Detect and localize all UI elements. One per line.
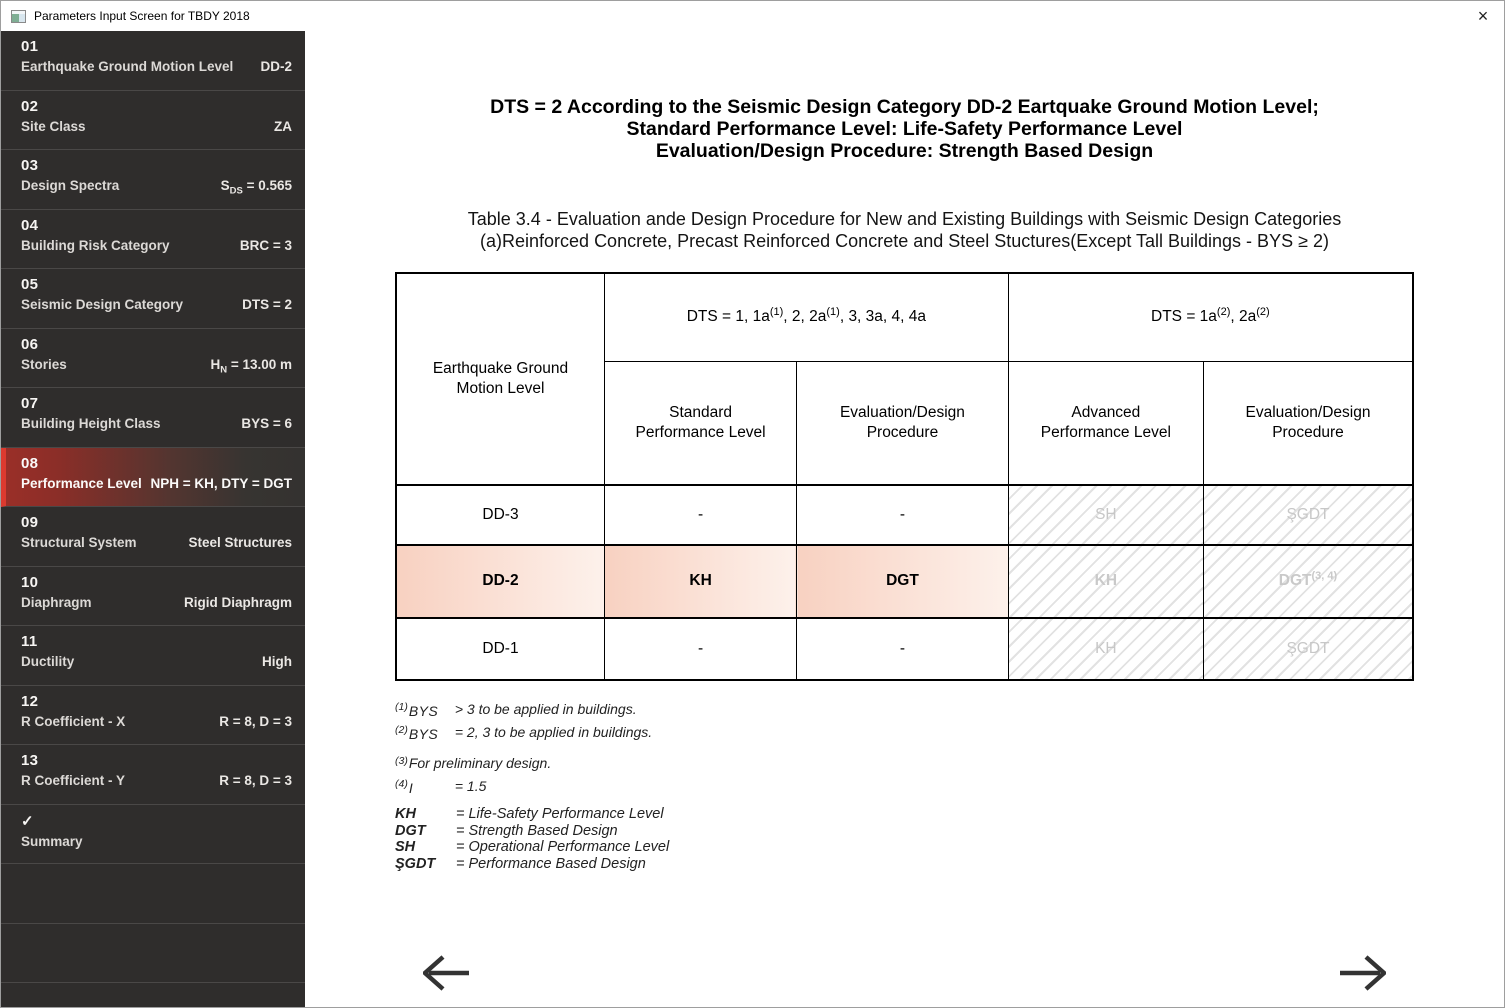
heading-line: Standard Performance Level: Life-Safety Performance Level <box>626 118 1183 140</box>
cell-dd3-label: DD-3 <box>396 485 604 545</box>
sidebar-item-number: 10 <box>21 573 39 591</box>
sidebar-item-value: BRC = 3 <box>239 237 292 253</box>
cell-dd2-standard: KH <box>604 545 796 618</box>
cell-dd2-label: DD-2 <box>396 545 604 618</box>
sidebar-item-value: BYS = 6 <box>241 416 292 431</box>
subheader-standard-performance-level: Standard Performance Level <box>604 361 796 485</box>
sidebar-item[interactable] <box>1 269 305 329</box>
sidebar-item-value: ZA <box>274 118 292 134</box>
footnote-symbol: BYS <box>408 726 439 742</box>
footnote <box>395 776 1504 799</box>
sidebar-item-number: 05 <box>21 276 39 293</box>
cell-dd3-advanced: SH <box>1008 485 1203 545</box>
app-icon <box>11 10 26 23</box>
sidebar-item-label: Seismic Design Category <box>21 297 184 312</box>
design-procedure-table <box>395 272 1414 681</box>
sidebar-item-number: 04 <box>21 216 39 234</box>
sidebar-item-label: Earthquake Ground Motion Level <box>21 59 234 74</box>
cell-dd3-standard: - <box>604 485 796 545</box>
caption-line: Table 3.4 - Evaluation ande Design Procedure for New and Existing Buildings with Seismic Design Categories <box>467 209 1342 229</box>
parameters-sidebar <box>1 31 305 1007</box>
cell-dd1-label: DD-1 <box>396 618 604 680</box>
legend-definition: = Life-Safety Performance Level <box>456 806 664 822</box>
sidebar-item[interactable] <box>1 448 305 508</box>
sidebar-item-number: 01 <box>21 38 39 55</box>
sidebar-item-label: Design Spectra <box>21 178 120 193</box>
footnote-text: > 3 to be applied in buildings. <box>454 701 637 717</box>
sidebar-item-value: High <box>262 654 292 669</box>
sidebar-item-label: Structural System <box>21 535 137 550</box>
sidebar-item[interactable] <box>1 388 305 448</box>
footnote-text: For preliminary design. <box>408 755 552 771</box>
back-button[interactable] <box>423 953 471 993</box>
cell-dd2-procedure2: DGT$^{(3, 4)}$ <box>1203 545 1413 618</box>
sidebar-item-value: NPH = KH, DTY = DGT <box>150 475 292 491</box>
sidebar-item-number: 11 <box>21 633 38 650</box>
sidebar-item-label: Site Class <box>21 118 86 134</box>
forward-arrow-icon <box>1338 953 1386 993</box>
sidebar-item-number: 07 <box>21 395 39 412</box>
sidebar-item[interactable] <box>1 567 305 627</box>
cell-dd1-procedure2: ŞGDT <box>1203 618 1413 680</box>
table-group-header-dts-2: DTS = $1a^{(2)}$, $2a^{(2)}$ <box>1008 273 1413 361</box>
table-corner-header: Earthquake Ground Motion Level <box>396 273 604 485</box>
sidebar-item[interactable] <box>1 745 305 805</box>
subheader-advanced-performance-level: Advanced Performance Level <box>1008 361 1203 485</box>
caption-line: (a)Reinforced Concrete, Precast Reinforced Concrete and Steel Stuctures(Except Tall Buildings - BYS ≥ 2) <box>480 231 1329 251</box>
table-group-header-dts-1: DTS = 1, $1a^{(1)}$, 2, $2a^{(1)}$, 3, 3a, 4, 4a <box>604 273 1008 361</box>
legend-definition: = Performance Based Design <box>456 855 646 872</box>
footnote-superscript: (2) <box>395 724 408 736</box>
subheader-evaluation-design-procedure-2: Evaluation/Design Procedure <box>1203 361 1413 485</box>
sidebar-item-number: 03 <box>21 157 39 174</box>
legend-term: DGT <box>395 822 426 839</box>
footnotes-block <box>395 699 1504 872</box>
sidebar-item-number: ✓ <box>21 812 34 830</box>
sidebar-item-label: Ductility <box>21 654 75 669</box>
sidebar-item-label: Diaphragm <box>21 594 92 610</box>
page-heading <box>305 96 1504 162</box>
cell-dd2-procedure: DGT <box>797 545 1009 618</box>
sidebar-item-value: Rigid Diaphragm <box>183 594 292 610</box>
back-arrow-icon <box>423 953 471 993</box>
legend-term: SH <box>395 839 416 855</box>
sidebar-item-value: DTS = 2 <box>242 297 292 312</box>
legend-list <box>395 806 1504 872</box>
sidebar-item[interactable] <box>1 686 305 746</box>
sidebar-item-value: $H_N = 13.00$ m <box>210 356 292 376</box>
sidebar-item[interactable] <box>1 507 305 567</box>
sidebar-item[interactable] <box>1 91 305 151</box>
heading-line: DTS = 2 According to the Seismic Design Category DD-2 Eartquake Ground Motion Level; <box>490 96 1319 118</box>
sidebar-item[interactable] <box>1 31 305 91</box>
legend-definition: = Operational Performance Level <box>456 839 670 855</box>
sidebar-item-number: 08 <box>21 454 39 472</box>
legend-row <box>395 856 1504 873</box>
legend-row <box>395 806 1504 823</box>
footnote-superscript: (1) <box>395 701 408 713</box>
sidebar-item-value: Steel Structures <box>188 535 292 550</box>
sidebar-item[interactable] <box>1 805 305 865</box>
footnote-text: = 2, 3 to be applied in buildings. <box>454 724 653 740</box>
title-bar <box>1 1 1504 31</box>
sidebar-item[interactable] <box>1 210 305 270</box>
cell-dd1-procedure: - <box>797 618 1009 680</box>
main-content <box>305 31 1504 1007</box>
sidebar-item[interactable] <box>1 626 305 686</box>
footnote-symbol: BYS <box>408 703 439 719</box>
cell-dd2-advanced: KH <box>1008 545 1203 618</box>
forward-button[interactable] <box>1338 953 1386 993</box>
legend-term: KH <box>395 806 416 822</box>
legend-term: ŞGDT <box>395 855 436 872</box>
legend-definition: = Strength Based Design <box>456 822 618 839</box>
footnote <box>395 722 1504 745</box>
sidebar-item-label: Summary <box>21 833 83 849</box>
step-navigation <box>305 953 1504 993</box>
sidebar-item-number: 13 <box>21 752 39 769</box>
footnote-text: = 1.5 <box>454 778 487 794</box>
legend-row <box>395 839 1504 856</box>
sidebar-item-label: Building Height Class <box>21 416 161 431</box>
sidebar-item-value: R = 8, D = 3 <box>219 773 292 788</box>
sidebar-item-value: $S_{DS} = 0.565$ <box>220 178 292 197</box>
sidebar-item[interactable] <box>1 329 305 389</box>
sidebar-item-label: Stories <box>21 356 67 372</box>
sidebar-item-label: R Coefficient - X <box>21 713 126 729</box>
cell-dd1-standard: - <box>604 618 796 680</box>
footnote-superscript: (3) <box>395 755 408 767</box>
footnote <box>395 699 1504 722</box>
sidebar-item-number: 02 <box>21 97 39 115</box>
cell-dd1-advanced: KH <box>1008 618 1203 680</box>
footnotes-list <box>395 699 1504 799</box>
sidebar-item-number: 06 <box>21 335 39 353</box>
legend-row <box>395 823 1504 840</box>
footnote-symbol: I <box>408 780 414 796</box>
sidebar-item-number: 12 <box>21 692 39 710</box>
sidebar-item[interactable] <box>1 150 305 210</box>
sidebar-item-label: Performance Level <box>21 475 142 491</box>
window-title: Parameters Input Screen for TBDY 2018 <box>34 9 250 23</box>
sidebar-item-value: R = 8, D = 3 <box>219 713 292 729</box>
sidebar-item-label: Building Risk Category <box>21 237 170 253</box>
subheader-evaluation-design-procedure-1: Evaluation/Design Procedure <box>797 361 1009 485</box>
sidebar-item-label: R Coefficient - Y <box>21 773 126 788</box>
sidebar-item[interactable] <box>1 924 305 984</box>
sidebar-item-number: 09 <box>21 514 39 531</box>
heading-line: Evaluation/Design Procedure: Strength Based Design <box>655 140 1154 162</box>
table-caption <box>405 208 1405 252</box>
footnote-superscript: (4) <box>395 778 408 790</box>
cell-dd3-procedure: - <box>797 485 1009 545</box>
cell-dd3-procedure2: ŞGDT <box>1203 485 1413 545</box>
sidebar-item[interactable] <box>1 864 305 924</box>
footnote <box>395 753 1504 776</box>
close-icon[interactable]: × <box>1468 4 1498 28</box>
sidebar-item-value: DD-2 <box>260 59 292 74</box>
sidebar-item[interactable] <box>1 983 305 1007</box>
